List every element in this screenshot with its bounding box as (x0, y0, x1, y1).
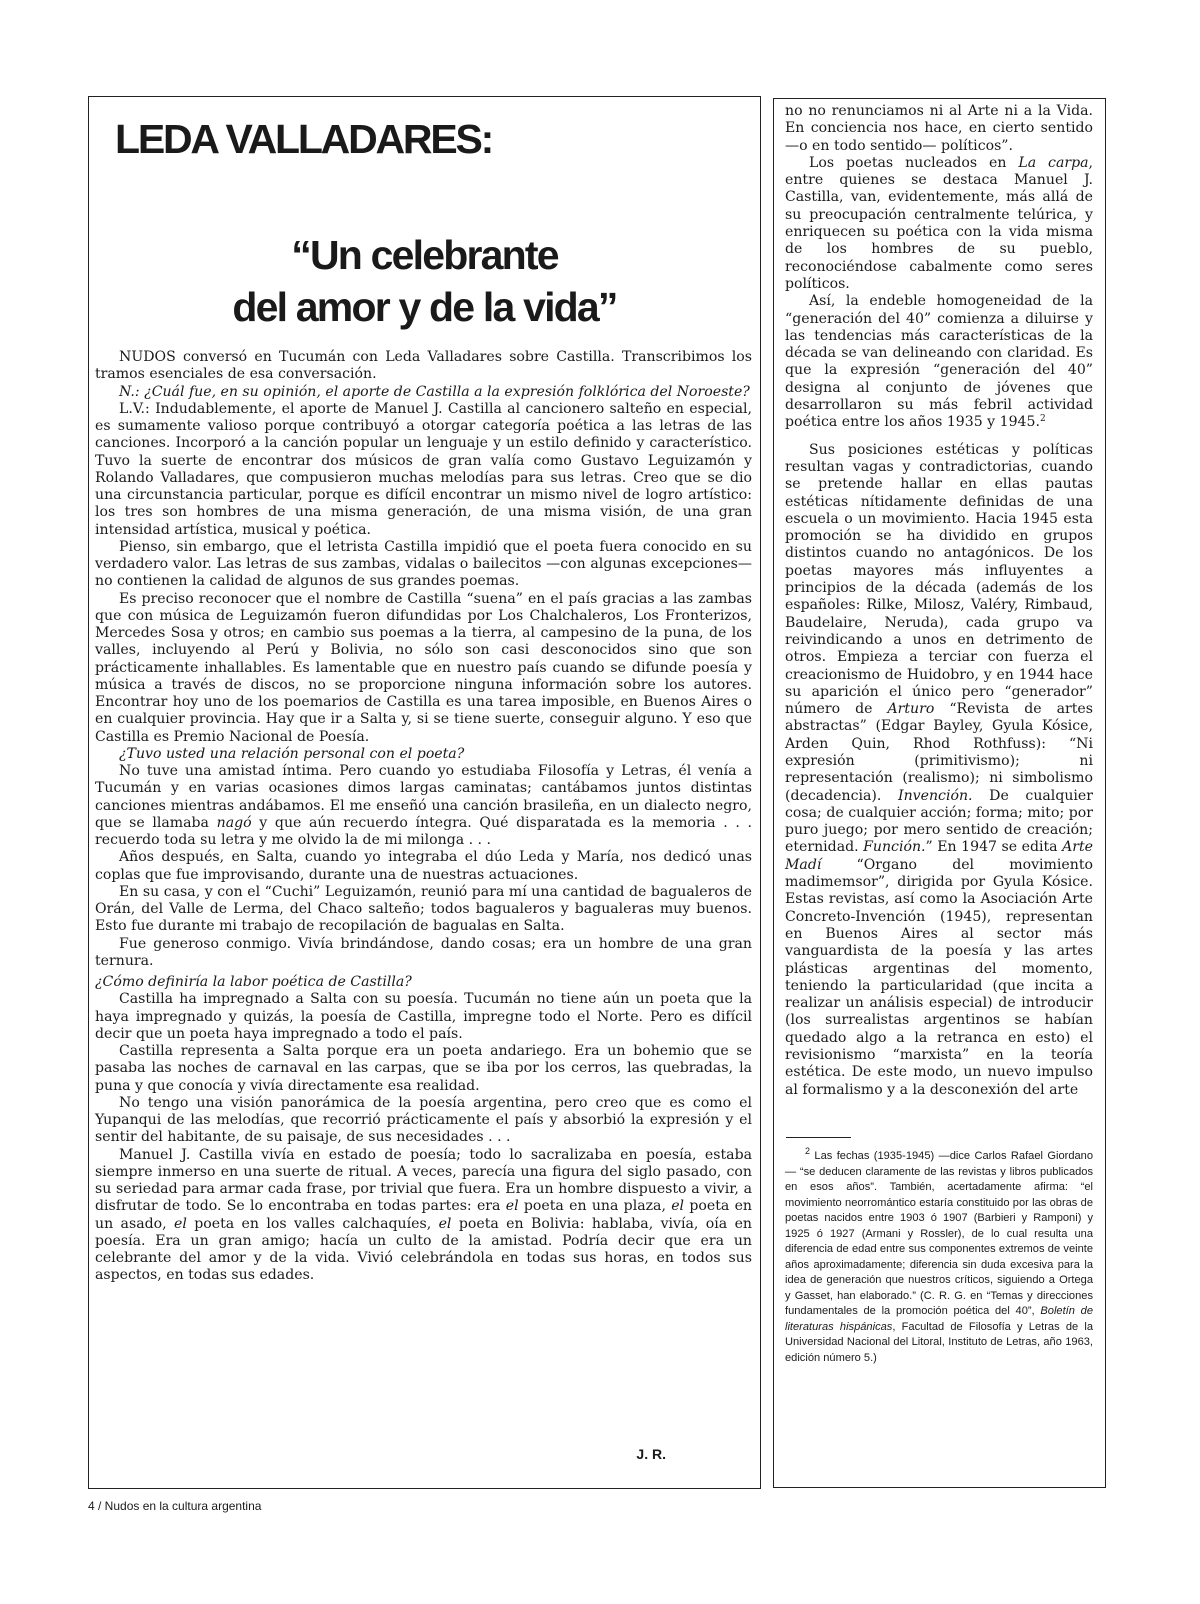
interview-body (95, 349, 752, 1285)
footnote-text-b: , Facultad de Filosofía y Letras de la Universidad Nacional del Litoral, Instituto de Letras, año 1963, edición número 5.) (785, 1320, 1094, 1364)
answer-2-text-b: y que aún recuerdo íntegra. Qué disparatada es la memoria . . . recuerdo toda su letra y me olvido la de mi milonga . . . (95, 814, 753, 848)
sidebar-p4-emphasis-2: Invención. (898, 787, 973, 804)
answer-3: Castilla ha impregnado a Salta con su poesía. Tucumán no tiene aún un poeta que la haya impregnado y quizás, la poesía de Castilla, impregne todo el Norte. Pero es difícil decir que un poeta haya impregnado a todo el país. (95, 991, 752, 1042)
footnote-reference[interactable]: 2 (1039, 414, 1046, 425)
emphasis-el-2: el (671, 1198, 685, 1215)
answer-3b: Castilla representa a Salta porque era un poeta andariego. Era un bohemio que se pasaba las noches de carnaval en las carpas, que se iba por los cerros, las quebradas, la puna y que conocía y vivía directamente esa realidad. (95, 1043, 752, 1094)
sidebar-p3-text: Así, la endeble homogeneidad de la “generación del 40” comienza a diluirse y las tendencias más características de la década se van delineando con claridad. Es que la expresión “generación del 40” designa al conjunto de jóvenes que desarrollaron su más febril actividad poética entre los años 1935 y 1945. (785, 293, 1093, 431)
article-headline (89, 229, 760, 333)
question-2: ¿Tuvo usted una relación personal con el poeta? (119, 745, 465, 762)
sidebar-p4-emphasis-4: Arte Madí (785, 839, 1093, 873)
intro-paragraph: NUDOS conversó en Tucumán con Leda Valladares sobre Castilla. Transcribimos los tramos esenciales de esa conversación. (95, 349, 752, 383)
sidebar-paragraph-3 (785, 293, 1093, 431)
answer-3d-text-4: poeta en los valles calchaquíes, (186, 1215, 439, 1232)
footnote-emphasis: Boletín de literaturas hispánicas (785, 1305, 1093, 1333)
answer-3d-text-1: Manuel J. Castilla vivía en estado de poesía; todo lo sacralizaba en poesía, estaba siempre inmerso en una suerte de ritual. A veces, parecía una figura del siglo pasado, con su seriedad para armar cada frase, por trivial que fuera. Era un hombre dispuesto a vivir, a disfrutar de todo. Se lo encontraba en todas partes: era (95, 1146, 752, 1215)
sidebar-p4-text-a: Sus posiciones estéticas y políticas resultan vagas y contradictorias, cuando se pretende hallar en ellas pautas estéticas nítidamente definidas de una escuela o un movimiento. Hacia 1945 esta promoción se ha dividido en grupos distintos cuando no antagónicos. De los poetas mayores más influyentes a principios de la década (además de los españoles: Rilke, Milosz, Valéry, Rimbaud, Baudelaire, Neruda), cada grupo va reivindicando a unos en detrimento de otros. Empieza a terciar con fuerza el creacionismo de Huidobro, y en 1944 hace su aparición el único pero “generador” número de (785, 441, 1093, 718)
sidebar-column (773, 98, 1106, 1488)
article-kicker: LEDA VALLADARES: (115, 116, 493, 162)
footnote-text-a: Las fechas (1935-1945) —dice Carlos Rafael Giordano— “se deducen claramente de las revistas y libros publicados en esos años”. También, acertadamente afirma: “el movimiento neorromántico estaría constituido por las obras de poetas nacidos entre 1903 ó 1907 (Barbieri y Ramponi) y 1925 ó 1927 (Armani y Rossler), de lo cual resulta una diferencia de edad entre sus componentes extremos de veinte años aproximadamente; diferencia sin duda excesiva para la idea de generación que nuestros críticos, siguiendo a Ortega y Gasset, han elaborado.” (C. R. G. en “Temas y direcciones fundamentales de la promoción poética del 40”, (785, 1150, 1093, 1317)
emphasis-el-3: el (173, 1215, 187, 1232)
author-signature: J. R. (636, 1446, 666, 1462)
interview-box (88, 96, 761, 1489)
answer-1: L.V.: Indudablemente, el aporte de Manuel J. Castilla al cancionero salteño en especial, es sumamente valioso porque contribuyó a otorgar categoría poética a las letras de las canciones. Incorporó a la canción popular un lenguaje y un estilo definido y característico. Tuvo la suerte de encontrar dos músicos de gran valía como Gustavo Leguizamón y Rolando Valladares, que compusieron muchas melodías para sus letras. Creo que se dio una circunstancia particular, porque es difícil encontrar un mismo nivel de logro artístico: los tres son hombres de una misma generación, de una misma visión, de una gran intensidad artística, musical y poética. (95, 400, 752, 538)
answer-2d: Fue generoso conmigo. Vivía brindándose, dando cosas; era un hombre de una gran ternura. (95, 935, 752, 969)
headline-line-2: del amor y de la vida” (232, 284, 617, 330)
footnote (785, 1146, 1094, 1366)
sidebar-p4-emphasis-1: Arturo (887, 701, 935, 718)
answer-3d-text-5: poeta en Bolivia: hablaba, vivía, oía en poesía. Era un gran amigo; hacía un culto de la amistad. Podría decir que era un celebrante del amor y de la vida. Vivió celebrándola en todas sus horas, en todos sus aspectos, en todas sus edades. (95, 1215, 753, 1284)
sidebar-p4-emphasis-3: Función. (863, 839, 926, 856)
question-1: N.: ¿Cuál fue, en su opinión, el aporte de Castilla a la expresión folklórica del Noroeste? (119, 383, 750, 400)
sidebar-p4-text-b: “Revista de artes abstractas” (Edgar Bayley, Gyula Kósice, Arden Quin, Rhod Rothfuss): “Ni expresión (primitivismo); ni representación (realismo); ni simbolismo (decadencia). (785, 701, 1094, 804)
page-footer: 4 / Nudos en la cultura argentina (88, 1499, 262, 1513)
emphasis-el-4: el (438, 1215, 452, 1232)
sidebar-paragraph-4 (785, 442, 1093, 1099)
sidebar-paragraph-2 (785, 155, 1093, 293)
answer-3d (95, 1147, 752, 1285)
footnote-number: 2 (805, 1146, 811, 1156)
footnote-paragraph (785, 1146, 1094, 1366)
sidebar-p4-text-d: ” En 1947 se edita (925, 839, 1063, 856)
answer-2-text-a: No tuve una amistad íntima. Pero cuando yo estudiaba Filosofía y Letras, él venía a Tucumán y en varias ocasiones dimos largas caminatas; cantábamos juntos distintas canciones mientras andábamos. El me enseñó una canción brasileña, en un dialecto negro, que se llamaba (95, 763, 752, 831)
emphasis-el-1: el (505, 1198, 519, 1215)
answer-1b: Pienso, sin embargo, que el letrista Castilla impidió que el poeta fuera conocido en su verdadero valor. Las letras de sus zambas, vidalas o bailecitos —con algunas excepciones— no contienen la calidad de algunos de sus grandes poemas. (95, 538, 752, 590)
sidebar-p4-text-c: De cualquier cosa; de cualquier acción; forma; mito; por puro juego; por mero sentido de creación; eternidad. (785, 787, 1093, 856)
answer-3c: No tengo una visión panorámica de la poesía argentina, pero creo que es como el Yupanqui de las melodías, que recorrió prácticamente el país y absorbió la expresión y el sentir del habitante, de su paisaje, de sus necesidades . . . (95, 1094, 752, 1146)
answer-3d-text-3: poeta en un asado, (95, 1198, 753, 1232)
sidebar-p4-text-e: “Organo del movimiento madimemsor”, dirigida por Gyula Kósice. Estas revistas, así como la Asociación Arte Concreto-Invención (1945), representan en Buenos Aires al sector más vanguardista de la poesía y las artes plásticas argentinas del momento, teniendo la particularidad (que incita a realizar un análisis especial) de introducir (los surrealistas argentinos se habían quedado algo a la retranca en esto) el revisionismo “marxista” en la teoría estética. De este modo, un nuevo impulso al formalismo y a la desconexión del arte (785, 856, 1093, 1098)
answer-2b: Años después, en Salta, cuando yo integraba el dúo Leda y María, nos dedicó unas coplas que fue improvisando, durante una de nuestras actuaciones. (95, 849, 752, 883)
sidebar-p2-text-b: , entre quienes se destaca Manuel J. Castilla, van, evidentemente, más allá de su preocupación centralmente telúrica, y enriquecen su poética con la vida misma de los hombres de su pueblo, reconociéndose cabalmente como seres políticos. (785, 154, 1093, 292)
sidebar-p2-emphasis: La carpa (1018, 154, 1089, 171)
answer-2c: En su casa, y con el “Cuchi” Leguizamón, reunió para mí una cantidad de bagualeros de Orán, del Valle de Lerma, del Chaco salteño; todos bagualeros y bagualeras muy buenos. Esto fue durante mi trabajo de recopilación de bagualas en Salta. (95, 883, 752, 935)
answer-2 (95, 763, 752, 849)
headline-line-1: “Un celebrante (291, 232, 558, 278)
question-3: ¿Cómo definiría la labor poética de Castilla? (95, 974, 412, 990)
sidebar-body (785, 103, 1093, 1099)
answer-3d-text-2: poeta en una plaza, (518, 1198, 672, 1215)
sidebar-paragraph-1: no no renunciamos ni al Arte ni a la Vida. En conciencia nos hace, en cierto sentido —o en todo sentido— políticos”. (785, 103, 1093, 154)
footnote-divider (786, 1137, 851, 1138)
answer-1c: Es preciso reconocer que el nombre de Castilla “suena” en el país gracias a las zambas que con música de Leguizamón fueron difundidas por Los Chalchaleros, Los Fronterizos, Mercedes Sosa y otros; en cambio sus poemas a la tierra, al campesino de la puna, de los valles, incluyendo al Perú y Bolivia, no sólo son casi desconocidos sino que son prácticamente inhallables. Es lamentable que en nuestro país cuando se difunde poesía y música a través de discos, no se proporcione ninguna información sobre los autores. Encontrar hoy uno de los poemarios de Castilla es una tarea imposible, en Buenos Aires o en cualquier provincia. Hay que ir a Salta y, si se tiene suerte, conseguir alguno. Y eso que Castilla es Premio Nacional de Poesía. (95, 590, 752, 745)
sidebar-p2-text-a: Los poetas nucleados en (809, 154, 1019, 171)
answer-2-emphasis: nagó (216, 814, 252, 831)
